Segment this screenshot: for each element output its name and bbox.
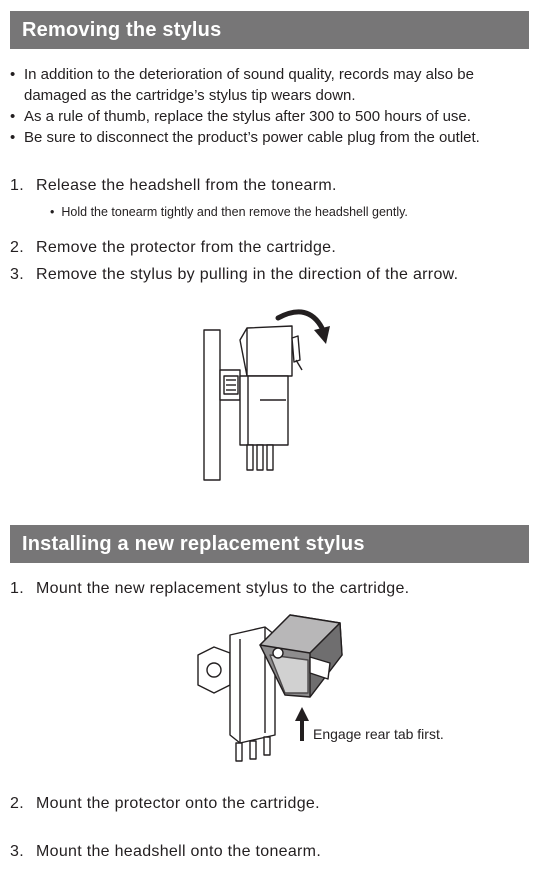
step-number: 1. [10,177,24,194]
step-number: 2. [10,239,24,256]
removal-step-2 [10,237,336,259]
step-text: Mount the protector onto the cartridge. [36,795,320,812]
section-header-removing-stylus [10,11,529,49]
step-text: Mount the headshell onto the tonearm. [36,843,322,860]
step-text: Release the headshell from the tonearm. [36,177,337,194]
removal-step-1-note: • Hold the tonearm tightly and then remove the headshell gently. [50,203,408,221]
note-item: • As a rule of thumb, replace the stylus after 300 to 500 hours of use. [10,106,530,127]
stylus-removal-illustration [190,300,340,480]
note-item: • In addition to the deterioration of sound quality, records may also be damaged as the cartridge’s stylus tip wears down. [10,64,530,106]
note-item: • Be sure to disconnect the product’s power cable plug from the outlet. [10,127,530,148]
install-step-1 [10,578,409,600]
section-header-installing-stylus [10,525,529,563]
step-number: 3. [10,266,24,283]
removal-step-1 [10,175,337,197]
section-title: Installing a new replacement stylus [22,532,365,555]
section-title: Removing the stylus [22,18,222,41]
step-number: 3. [10,843,24,860]
step-text: Remove the stylus by pulling in the direction of the arrow. [36,266,459,283]
step-number: 1. [10,580,24,597]
step-text: Remove the protector from the cartridge. [36,239,337,256]
install-step-3 [10,841,321,863]
removal-notes-list [10,64,530,148]
install-caption: Engage rear tab first. [313,726,444,742]
install-step-2 [10,793,320,815]
removal-step-3 [10,264,458,286]
step-text: Mount the new replacement stylus to the cartridge. [36,580,410,597]
step-number: 2. [10,795,24,812]
